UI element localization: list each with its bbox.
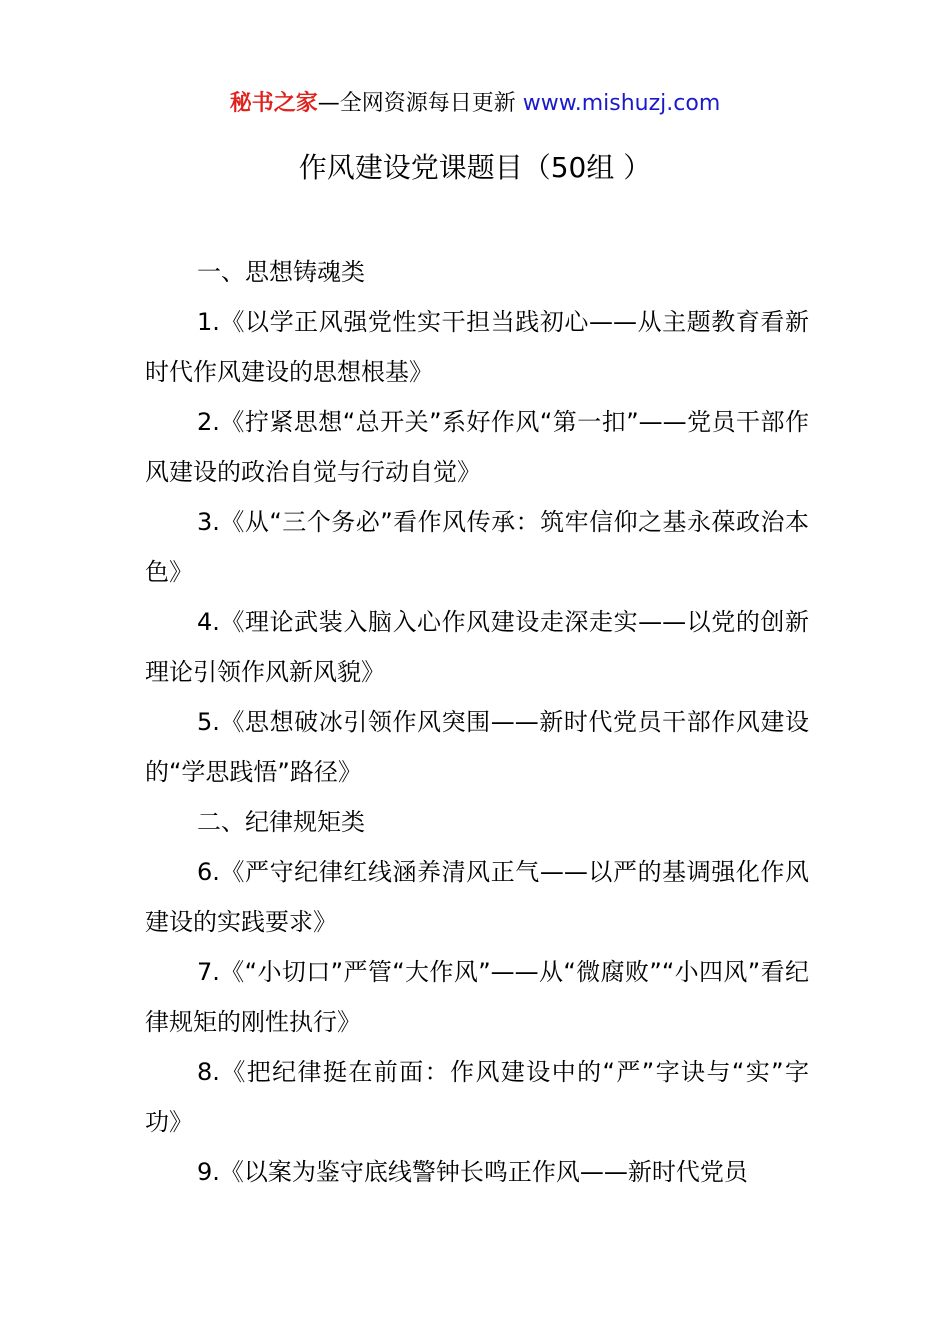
brand-name: 秘书之家 xyxy=(229,91,318,116)
list-item: 7.《“小切口”严管“大作风”——从“微腐败”“小四风”看纪律规矩的刚性执行》 xyxy=(145,958,809,1036)
list-item: 5.《思想破冰引领作风突围——新时代党员干部作风建设的“学思践悟”路径》 xyxy=(145,708,809,786)
site-link[interactable]: www.mishuzj.com xyxy=(522,91,721,116)
list-item: 9.《以案为鉴守底线警钟长鸣正作风——新时代党员 xyxy=(197,1158,748,1186)
list-item: 1.《以学正风强党性实干担当践初心——从主题教育看新时代作风建设的思想根基》 xyxy=(145,308,809,386)
header-tagline: —全网资源每日更新 xyxy=(317,91,516,116)
list-item: 4.《理论武装入脑入心作风建设走深走实——以党的创新理论引领作风新风貌》 xyxy=(145,608,809,686)
document-title: 作风建设党课题目（50组 ） xyxy=(298,151,652,184)
site-header xyxy=(0,88,950,120)
section-heading: 二、纪律规矩类 xyxy=(197,808,365,836)
document-body xyxy=(145,247,809,1197)
list-item: 2.《拧紧思想“总开关”系好作风“第一扣”——党员干部作风建设的政治自觉与行动自觉》 xyxy=(145,408,809,486)
list-item: 8.《把纪律挺在前面：作风建设中的“严”字诀与“实”字功》 xyxy=(145,1058,809,1136)
list-item: 6.《严守纪律红线涵养清风正气——以严的基调强化作风建设的实践要求》 xyxy=(145,858,809,936)
section-heading: 一、思想铸魂类 xyxy=(197,258,365,286)
list-item: 3.《从“三个务必”看作风传承：筑牢信仰之基永葆政治本色》 xyxy=(145,508,809,586)
